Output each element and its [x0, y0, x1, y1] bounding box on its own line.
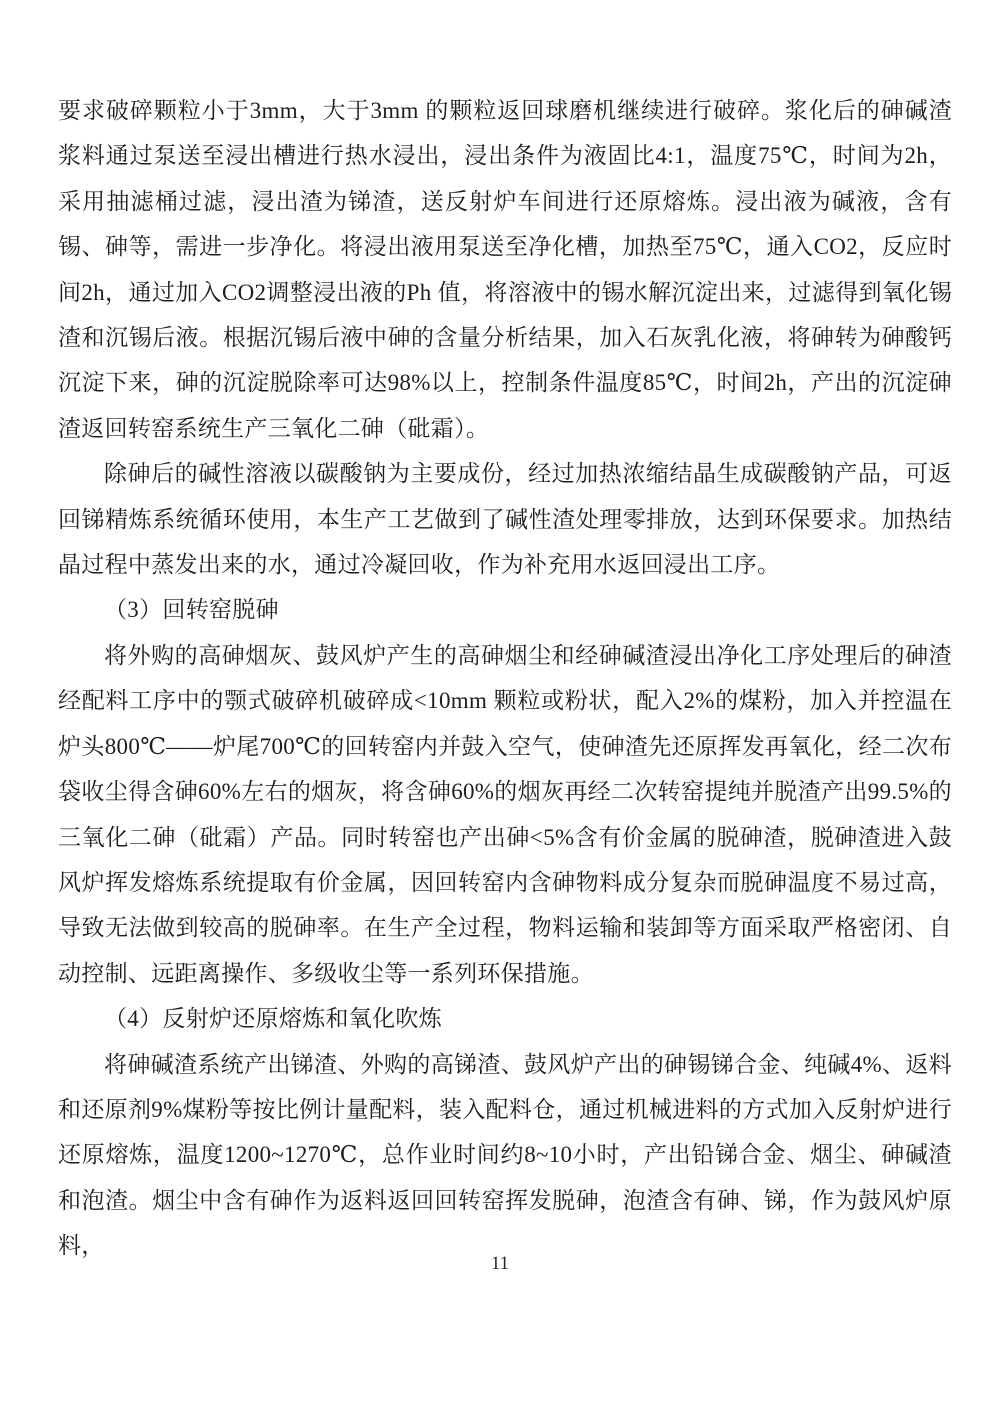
section-heading-4-reverberatory-furnace: （4）反射炉还原熔炼和氧化吹炼 [104, 1006, 442, 1032]
paragraph-leaching-purification: 要求破碎颗粒小于3mm，大于3mm 的颗粒返回球磨机继续进行破碎。浆化后的砷碱渣浆料通过泵送至浸出槽进行热水浸出，浸出条件为液固比4:1，温度75℃，时间为2h，采用抽滤桶过滤，浸出渣为锑渣，送反射炉车间进行还原熔炼。浸出液为碱液，含有锡、砷等，需进一步净化。将浸出液用泵送至净化槽，加热至75℃，通入CO2，反应时间2h，通过加入CO2调整浸出液的Ph 值，将溶液中的锡水解沉淀出来，过滤得到氧化锡渣和沉锡后液。根据沉锡后液中砷的含量分析结果，加入石灰乳化液，将砷转为砷酸钙沉淀下来，砷的沉淀脱除率可达98%以上，控制条件温度85℃，时间2h，产出的沉淀砷渣返回转窑系统生产三氧化二砷（砒霜）。 [58, 98, 952, 441]
page-number: 11 [490, 1253, 510, 1274]
section-heading-3-rotary-kiln: （3）回转窑脱砷 [104, 597, 279, 623]
text-content [58, 88, 952, 1269]
paragraph-reduction-smelting: 将砷碱渣系统产出锑渣、外购的高锑渣、鼓风炉产出的砷锡锑合金、纯碱4%、返料和还原剂9%煤粉等按比例计量配料，装入配料仓，通过机械进料的方式加入反射炉进行还原熔炼，温度1200~1270℃，总作业时间约8~10小时，产出铅锑合金、烟尘、砷碱渣和泡渣。烟尘中含有砷作为返料返回回转窑挥发脱砷，泡渣含有砷、锑，作为鼓风炉原料， [58, 1051, 952, 1259]
paragraph-soda-recovery: 除砷后的碱性溶液以碳酸钠为主要成份，经过加热浓缩结晶生成碳酸钠产品，可返回锑精炼系统循环使用，本生产工艺做到了碱性渣处理零排放，达到环保要求。加热结晶过程中蒸发出来的水，通过冷凝回收，作为补充用水返回浸出工序。 [58, 461, 952, 578]
paragraph-rotary-kiln-dearsenic: 将外购的高砷烟灰、鼓风炉产生的高砷烟尘和经砷碱渣浸出净化工序处理后的砷渣经配料工序中的颚式破碎机破碎成<10mm 颗粒或粉状，配入2%的煤粉，加入并控温在炉头800℃——炉尾700℃的回转窑内并鼓入空气，使砷渣先还原挥发再氧化，经二次布袋收尘得含砷60%左右的烟灰，将含砷60%的烟灰再经二次转窑提纯并脱渣产出99.5%的三氧化二砷（砒霜）产品。同时转窑也产出砷<5%含有价金属的脱砷渣，脱砷渣进入鼓风炉挥发熔炼系统提取有价金属，因回转窑内含砷物料成分复杂而脱砷温度不易过高，导致无法做到较高的脱砷率。在生产全过程，物料运输和装卸等方面采取严格密闭、自动控制、远距离操作、多级收尘等一系列环保措施。 [58, 642, 952, 986]
